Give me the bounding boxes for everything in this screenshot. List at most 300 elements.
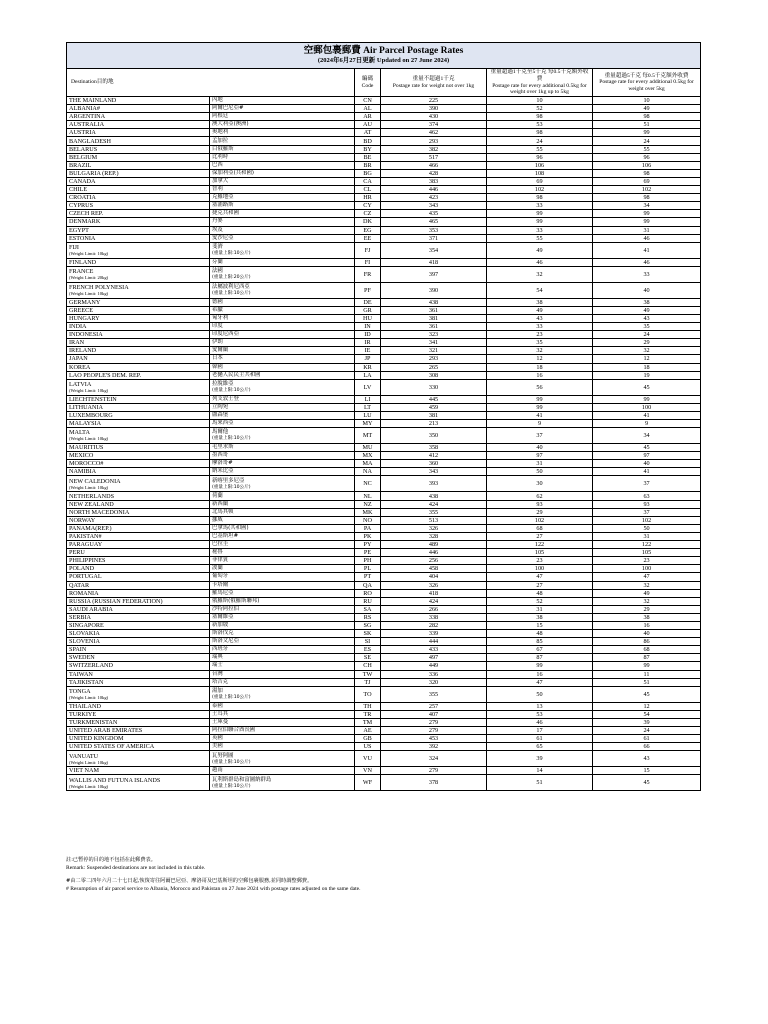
- destination-name-zh: 印度: [212, 323, 223, 330]
- table-row: [67, 153, 701, 161]
- destination-name-zh: 斐濟: [212, 243, 223, 250]
- destination-name-zh: 希臘: [212, 306, 223, 313]
- weight-limit-zh: (重量上限:10公斤): [212, 250, 251, 256]
- rate-over-5kg-per-half-kg: 37: [593, 508, 701, 516]
- destination-zh: [210, 339, 355, 347]
- destination-zh: [210, 282, 355, 298]
- country-code: PY: [355, 541, 381, 549]
- destination-zh: [210, 500, 355, 508]
- country-code: FJ: [355, 242, 381, 258]
- country-code: DE: [355, 298, 381, 306]
- destination-zh: [210, 258, 355, 266]
- rate-up-to-1kg: 438: [381, 298, 487, 306]
- destination-en: [67, 218, 210, 226]
- destination-name-zh: 保加利亞(共和國): [212, 169, 254, 176]
- rate-1-5kg-per-half-kg: 13: [487, 702, 593, 710]
- destination-name-en: BRAZIL: [69, 161, 92, 169]
- rate-1-5kg-per-half-kg: 48: [487, 589, 593, 597]
- destination-zh: [210, 597, 355, 605]
- destination-name-zh: 北馬其頓: [212, 508, 234, 515]
- table-row: [67, 282, 701, 298]
- destination-zh: [210, 194, 355, 202]
- table-row: [67, 218, 701, 226]
- destination-name-en: POLAND: [69, 565, 95, 573]
- destination-name-en: FRANCE: [69, 268, 94, 276]
- destination-en: [67, 702, 210, 710]
- destination-en: [67, 613, 210, 621]
- country-code: SG: [355, 621, 381, 629]
- rate-over-5kg-per-half-kg: 32: [593, 597, 701, 605]
- destination-en: [67, 314, 210, 322]
- destination-zh: [210, 524, 355, 532]
- rate-1-5kg-per-half-kg: 85: [487, 638, 593, 646]
- rate-1-5kg-per-half-kg: 53: [487, 121, 593, 129]
- rate-up-to-1kg: 265: [381, 363, 487, 371]
- table-row: [67, 630, 701, 638]
- rate-up-to-1kg: 343: [381, 468, 487, 476]
- rate-up-to-1kg: 517: [381, 153, 487, 161]
- table-row: [67, 581, 701, 589]
- rate-1-5kg-per-half-kg: 14: [487, 767, 593, 775]
- table-row: [67, 169, 701, 177]
- destination-en: [67, 638, 210, 646]
- table-row: [67, 565, 701, 573]
- rate-1-5kg-per-half-kg: 9: [487, 420, 593, 428]
- destination-zh: [210, 444, 355, 452]
- destination-zh: [210, 516, 355, 524]
- destination-en: [67, 323, 210, 331]
- destination-en: [67, 428, 210, 444]
- country-code: NO: [355, 516, 381, 524]
- country-code: RS: [355, 613, 381, 621]
- rate-1-5kg-per-half-kg: 39: [487, 751, 593, 767]
- destination-name-zh: 美國: [212, 743, 223, 750]
- rate-1-5kg-per-half-kg: 99: [487, 403, 593, 411]
- destination-en: [67, 508, 210, 516]
- rate-over-5kg-per-half-kg: 99: [593, 662, 701, 670]
- destination-zh: [210, 306, 355, 314]
- table-row: [67, 177, 701, 185]
- rate-1-5kg-per-half-kg: 122: [487, 541, 593, 549]
- footnotes: [66, 857, 706, 893]
- country-code: TR: [355, 710, 381, 718]
- rate-over-5kg-per-half-kg: 16: [593, 621, 701, 629]
- table-row: [67, 306, 701, 314]
- rate-up-to-1kg: 354: [381, 242, 487, 258]
- title-zh: 空郵包裹郵費: [303, 46, 361, 56]
- rate-1-5kg-per-half-kg: 46: [487, 258, 593, 266]
- destination-zh: [210, 177, 355, 185]
- weight-limit-zh: (重量上限:10公斤): [212, 388, 251, 394]
- rate-over-5kg-per-half-kg: 43: [593, 314, 701, 322]
- rate-up-to-1kg: 338: [381, 613, 487, 621]
- destination-name-zh: 葡萄牙: [212, 573, 229, 580]
- rate-1-5kg-per-half-kg: 29: [487, 508, 593, 516]
- destination-zh: [210, 169, 355, 177]
- table-row: [67, 727, 701, 735]
- destination-name-en: CANADA: [69, 177, 96, 185]
- destination-name-en: IRELAND: [69, 347, 97, 355]
- rate-up-to-1kg: 445: [381, 395, 487, 403]
- rate-1-5kg-per-half-kg: 18: [487, 363, 593, 371]
- destination-name-zh: 盧森堡: [212, 411, 229, 418]
- destination-name-en: INDIA: [69, 323, 87, 331]
- weight-limit-zh: (重量上限:10公斤): [212, 759, 251, 765]
- rate-1-5kg-per-half-kg: 17: [487, 727, 593, 735]
- destination-name-en: TAIWAN: [69, 670, 93, 678]
- rate-over-5kg-per-half-kg: 40: [593, 282, 701, 298]
- rate-1-5kg-per-half-kg: 61: [487, 735, 593, 743]
- table-row: [67, 460, 701, 468]
- rate-up-to-1kg: 336: [381, 670, 487, 678]
- table-row: [67, 735, 701, 743]
- destination-zh: [210, 670, 355, 678]
- destination-name-zh: 土庫曼: [212, 718, 229, 725]
- table-row: [67, 508, 701, 516]
- country-code: AE: [355, 727, 381, 735]
- country-code: MU: [355, 444, 381, 452]
- destination-zh: [210, 654, 355, 662]
- rate-up-to-1kg: 459: [381, 403, 487, 411]
- destination-name-en: ROMANIA: [69, 589, 99, 597]
- destination-en: [67, 678, 210, 686]
- destination-en: [67, 460, 210, 468]
- destination-en: [67, 492, 210, 500]
- destination-en: [67, 153, 210, 161]
- destination-name-en: LIECHTENSTEIN: [69, 395, 117, 403]
- destination-name-zh: 捷克共和國: [212, 210, 239, 217]
- destination-zh: [210, 710, 355, 718]
- rate-1-5kg-per-half-kg: 30: [487, 476, 593, 492]
- country-code: SK: [355, 630, 381, 638]
- rate-1-5kg-per-half-kg: 47: [487, 573, 593, 581]
- destination-name-zh: 秘魯: [212, 549, 223, 556]
- destination-name-zh: 伊朗: [212, 339, 223, 346]
- table-row: [67, 226, 701, 234]
- destination-name-zh: 德國: [212, 298, 223, 305]
- rate-1-5kg-per-half-kg: 16: [487, 670, 593, 678]
- destination-en: [67, 654, 210, 662]
- table-row: [67, 137, 701, 145]
- destination-en: [67, 767, 210, 775]
- destination-name-zh: 內地: [212, 97, 223, 104]
- rate-up-to-1kg: 279: [381, 718, 487, 726]
- destination-name-en: SWEDEN: [69, 654, 95, 662]
- rate-over-5kg-per-half-kg: 69: [593, 177, 701, 185]
- destination-zh: [210, 532, 355, 540]
- destination-name-en: LUXEMBOURG: [69, 411, 113, 419]
- destination-en: [67, 210, 210, 218]
- destination-en: [67, 420, 210, 428]
- rate-over-5kg-per-half-kg: 61: [593, 735, 701, 743]
- rate-1-5kg-per-half-kg: 23: [487, 557, 593, 565]
- destination-en: [67, 452, 210, 460]
- table-row: [67, 371, 701, 379]
- rate-up-to-1kg: 433: [381, 646, 487, 654]
- rate-up-to-1kg: 435: [381, 210, 487, 218]
- rate-over-5kg-per-half-kg: 38: [593, 298, 701, 306]
- rate-1-5kg-per-half-kg: 106: [487, 161, 593, 169]
- destination-name-en: GREECE: [69, 306, 94, 314]
- destination-zh: [210, 565, 355, 573]
- destination-name-zh: 阿拉伯聯合酋長國: [212, 727, 256, 734]
- rate-1-5kg-per-half-kg: 100: [487, 565, 593, 573]
- destination-en: [67, 468, 210, 476]
- table-row: [67, 97, 701, 105]
- rate-up-to-1kg: 321: [381, 347, 487, 355]
- destination-name-zh: 比利時: [212, 153, 229, 160]
- country-code: PT: [355, 573, 381, 581]
- destination-zh: [210, 242, 355, 258]
- country-code: TW: [355, 670, 381, 678]
- rate-1-5kg-per-half-kg: 35: [487, 339, 593, 347]
- rate-over-5kg-per-half-kg: 45: [593, 775, 701, 791]
- country-code: SA: [355, 605, 381, 613]
- destination-en: [67, 177, 210, 185]
- country-code: NL: [355, 492, 381, 500]
- table-row: [67, 605, 701, 613]
- rate-up-to-1kg: 418: [381, 258, 487, 266]
- rate-over-5kg-per-half-kg: 41: [593, 468, 701, 476]
- destination-name-zh: 新加坡: [212, 622, 229, 629]
- table-row: [67, 339, 701, 347]
- rate-1-5kg-per-half-kg: 10: [487, 97, 593, 105]
- destination-name-zh: 塞浦路斯: [212, 202, 234, 209]
- rate-1-5kg-per-half-kg: 40: [487, 444, 593, 452]
- destination-name-en: LATVIA: [69, 381, 92, 389]
- table-row: [67, 557, 701, 565]
- table-row: [67, 589, 701, 597]
- destination-zh: [210, 234, 355, 242]
- table-row: [67, 710, 701, 718]
- destination-zh: [210, 355, 355, 363]
- rate-over-5kg-per-half-kg: 100: [593, 403, 701, 411]
- destination-name-zh: 馬爾他: [212, 429, 229, 436]
- destination-zh: [210, 202, 355, 210]
- destination-name-en: TURKIYE: [69, 710, 97, 718]
- rate-1-5kg-per-half-kg: 49: [487, 242, 593, 258]
- rate-1-5kg-per-half-kg: 37: [487, 428, 593, 444]
- table-row: [67, 516, 701, 524]
- destination-name-en: WALLIS AND FUTUNA ISLANDS: [69, 776, 161, 784]
- rate-over-5kg-per-half-kg: 50: [593, 524, 701, 532]
- country-code: PK: [355, 532, 381, 540]
- rate-over-5kg-per-half-kg: 100: [593, 565, 701, 573]
- destination-zh: [210, 662, 355, 670]
- table-row: [67, 444, 701, 452]
- destination-name-en: CYPRUS: [69, 202, 94, 210]
- rate-over-5kg-per-half-kg: 19: [593, 371, 701, 379]
- rate-up-to-1kg: 279: [381, 727, 487, 735]
- destination-zh: [210, 97, 355, 105]
- rate-up-to-1kg: 293: [381, 355, 487, 363]
- destination-name-en: NEW ZEALAND: [69, 500, 114, 508]
- rate-over-5kg-per-half-kg: 29: [593, 605, 701, 613]
- destination-name-en: SLOVAKIA: [69, 630, 100, 638]
- table-row: [67, 298, 701, 306]
- rate-up-to-1kg: 458: [381, 565, 487, 573]
- table-row: [67, 161, 701, 169]
- country-code: MK: [355, 508, 381, 516]
- destination-name-zh: 埃及: [212, 226, 223, 233]
- rate-over-5kg-per-half-kg: 23: [593, 557, 701, 565]
- destination-name-zh: 瓦努阿圖: [212, 752, 234, 759]
- destination-name-zh: 荷蘭: [212, 492, 223, 499]
- table-row: [67, 202, 701, 210]
- rate-1-5kg-per-half-kg: 53: [487, 710, 593, 718]
- rate-1-5kg-per-half-kg: 41: [487, 411, 593, 419]
- header-destination: Destination目的地: [67, 69, 355, 97]
- destination-en: [67, 242, 210, 258]
- country-code: GR: [355, 306, 381, 314]
- destination-name-zh: 毛里求斯: [212, 444, 234, 451]
- country-code: MY: [355, 420, 381, 428]
- country-code: FR: [355, 266, 381, 282]
- destination-en: [67, 621, 210, 629]
- rate-over-5kg-per-half-kg: 10: [593, 97, 701, 105]
- destination-name-en: SERBIA: [69, 613, 92, 621]
- rate-up-to-1kg: 324: [381, 751, 487, 767]
- table-row: [67, 613, 701, 621]
- header-code: 編碼 Code: [355, 69, 381, 97]
- country-code: LV: [355, 379, 381, 395]
- table-row: [67, 476, 701, 492]
- rate-over-5kg-per-half-kg: 106: [593, 161, 701, 169]
- destination-name-zh: 丹麥: [212, 218, 223, 225]
- rate-1-5kg-per-half-kg: 31: [487, 605, 593, 613]
- country-code: LU: [355, 411, 381, 419]
- destination-name-zh: 巴西: [212, 161, 223, 168]
- destination-name-en: AUSTRIA: [69, 129, 96, 137]
- destination-zh: [210, 226, 355, 234]
- destination-en: [67, 775, 210, 791]
- country-code: BY: [355, 145, 381, 153]
- destination-name-zh: 墨西哥: [212, 452, 229, 459]
- remark-en: Remark: Suspended destinations are not included in this table.: [66, 864, 206, 871]
- rate-over-5kg-per-half-kg: 40: [593, 630, 701, 638]
- destination-name-en: BELGIUM: [69, 153, 98, 161]
- rate-up-to-1kg: 424: [381, 500, 487, 508]
- rate-1-5kg-per-half-kg: 87: [487, 654, 593, 662]
- weight-limit-en: (Weight Limit: 10kg): [69, 783, 109, 789]
- destination-name-zh: 白俄羅斯: [212, 145, 234, 152]
- destination-name-en: SPAIN: [69, 646, 87, 654]
- country-code: RU: [355, 597, 381, 605]
- table-row: [67, 403, 701, 411]
- destination-en: [67, 549, 210, 557]
- weight-limit-en: (Weight Limit: 10kg): [69, 250, 109, 256]
- destination-name-en: PERU: [69, 549, 85, 557]
- rate-over-5kg-per-half-kg: 49: [593, 105, 701, 113]
- rate-over-5kg-per-half-kg: 55: [593, 145, 701, 153]
- weight-limit-zh: (重量上限:10公斤): [212, 436, 251, 442]
- rate-1-5kg-per-half-kg: 62: [487, 492, 593, 500]
- destination-name-zh: 俄羅斯(俄羅斯聯邦): [212, 597, 260, 604]
- destination-name-zh: 日本: [212, 355, 223, 362]
- rate-up-to-1kg: 381: [381, 411, 487, 419]
- table-row: [67, 751, 701, 767]
- table-row: [67, 541, 701, 549]
- rate-up-to-1kg: 279: [381, 767, 487, 775]
- destination-en: [67, 145, 210, 153]
- rate-up-to-1kg: 371: [381, 234, 487, 242]
- destination-name-zh: 匈牙利: [212, 315, 229, 322]
- rate-1-5kg-per-half-kg: 98: [487, 194, 593, 202]
- rate-over-5kg-per-half-kg: 33: [593, 266, 701, 282]
- rate-1-5kg-per-half-kg: 102: [487, 186, 593, 194]
- destination-en: [67, 581, 210, 589]
- destination-zh: [210, 323, 355, 331]
- destination-en: [67, 735, 210, 743]
- destination-name-zh: 摩洛哥#: [212, 460, 233, 467]
- destination-en: [67, 557, 210, 565]
- rate-over-5kg-per-half-kg: 98: [593, 169, 701, 177]
- rate-over-5kg-per-half-kg: 99: [593, 210, 701, 218]
- destination-zh: [210, 767, 355, 775]
- destination-en: [67, 298, 210, 306]
- rate-up-to-1kg: 256: [381, 557, 487, 565]
- rate-up-to-1kg: 497: [381, 654, 487, 662]
- destination-en: [67, 331, 210, 339]
- table-row: [67, 638, 701, 646]
- destination-en: [67, 516, 210, 524]
- rate-up-to-1kg: 350: [381, 428, 487, 444]
- rate-up-to-1kg: 438: [381, 492, 487, 500]
- rate-over-5kg-per-half-kg: 41: [593, 242, 701, 258]
- rate-up-to-1kg: 293: [381, 137, 487, 145]
- rate-up-to-1kg: 361: [381, 323, 487, 331]
- rate-over-5kg-per-half-kg: 51: [593, 121, 701, 129]
- destination-en: [67, 169, 210, 177]
- rate-up-to-1kg: 418: [381, 589, 487, 597]
- destination-name-zh: 新西蘭: [212, 500, 229, 507]
- table-row: [67, 686, 701, 702]
- destination-name-en: ARGENTINA: [69, 113, 106, 121]
- destination-en: [67, 266, 210, 282]
- destination-name-zh: 加拿大: [212, 177, 229, 184]
- destination-name-zh: 瑞典: [212, 654, 223, 661]
- rate-up-to-1kg: 225: [381, 97, 487, 105]
- rate-1-5kg-per-half-kg: 52: [487, 105, 593, 113]
- rate-up-to-1kg: 328: [381, 532, 487, 540]
- destination-name-en: BELARUS: [69, 145, 98, 153]
- destination-name-zh: 斯洛伐克: [212, 630, 234, 637]
- destination-zh: [210, 630, 355, 638]
- rate-up-to-1kg: 361: [381, 306, 487, 314]
- destination-name-en: QATAR: [69, 581, 90, 589]
- destination-zh: [210, 395, 355, 403]
- rate-up-to-1kg: 383: [381, 177, 487, 185]
- rate-1-5kg-per-half-kg: 33: [487, 226, 593, 234]
- destination-name-zh: 台灣: [212, 670, 223, 677]
- destination-en: [67, 646, 210, 654]
- destination-name-en: SWITZERLAND: [69, 662, 113, 670]
- country-code: BD: [355, 137, 381, 145]
- destination-en: [67, 444, 210, 452]
- table-subtitle: (2024年6月27日更新 Updated on 27 June 2024): [317, 57, 450, 64]
- destination-name-en: FIJI: [69, 243, 79, 251]
- rate-over-5kg-per-half-kg: 9: [593, 420, 701, 428]
- rate-over-5kg-per-half-kg: 47: [593, 573, 701, 581]
- destination-name-zh: 卡塔爾: [212, 581, 229, 588]
- country-code: LI: [355, 395, 381, 403]
- table-row: [67, 452, 701, 460]
- country-code: BG: [355, 169, 381, 177]
- rate-1-5kg-per-half-kg: 99: [487, 210, 593, 218]
- rate-over-5kg-per-half-kg: 54: [593, 710, 701, 718]
- destination-name-en: IRAN: [69, 339, 85, 347]
- rate-1-5kg-per-half-kg: 33: [487, 323, 593, 331]
